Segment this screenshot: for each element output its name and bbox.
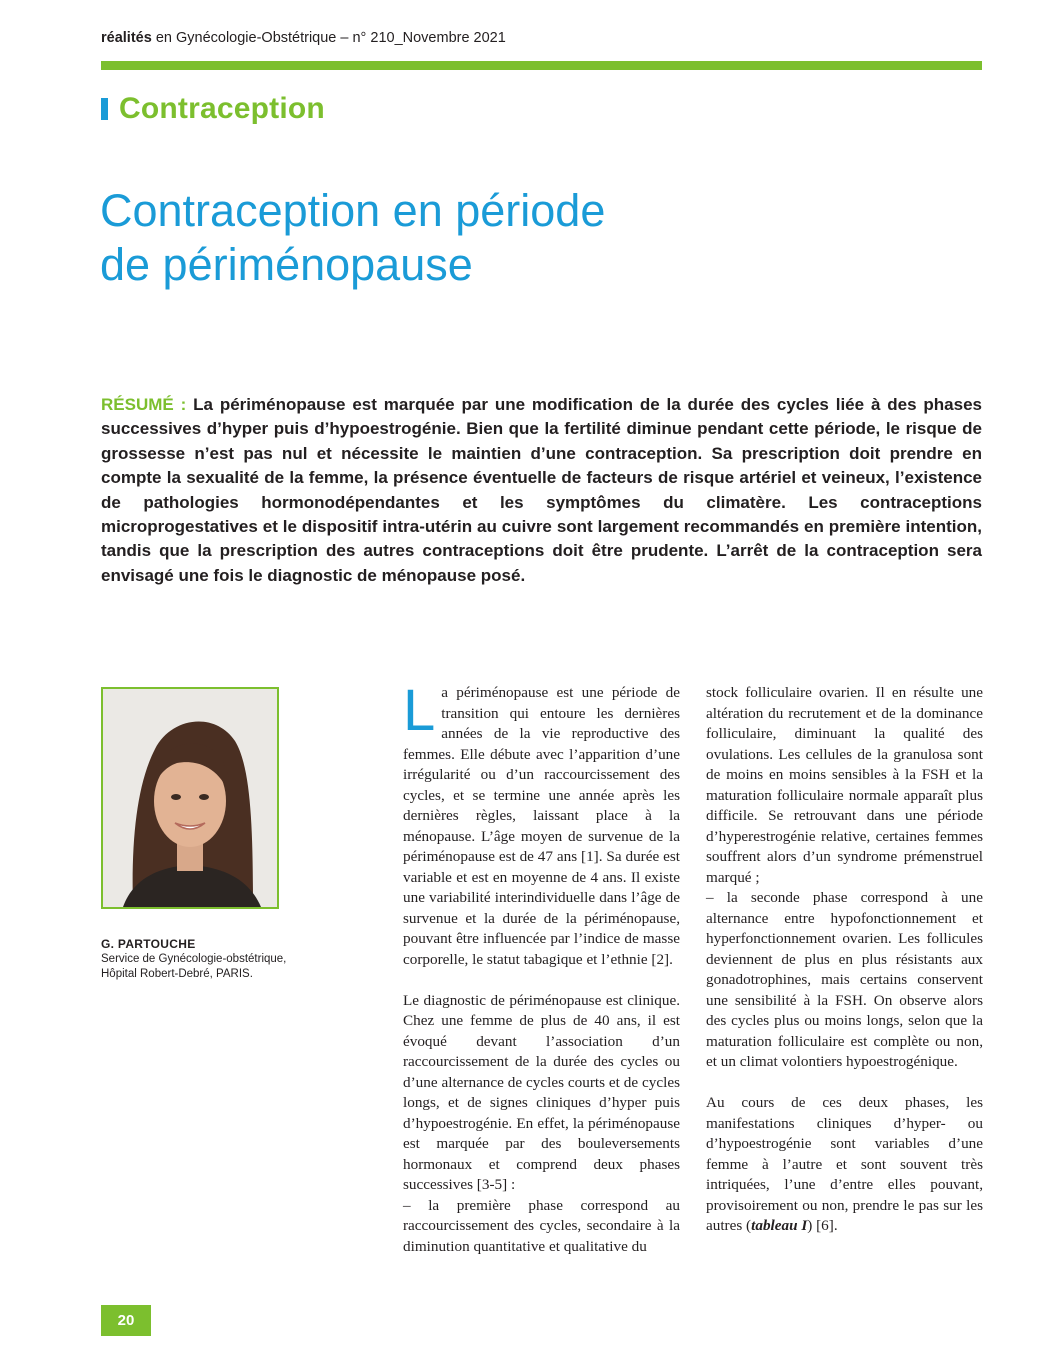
abstract bbox=[101, 393, 982, 588]
p5-start: Au cours de ces deux phases, les manifestations cliniques d’hyper- ou d’hypoestrogénie sont variables d’une femme à l’autre et sont souvent très intriquées, l’une d’entre elles pouvant, provisoirement ou non, prendre le pas sur les autres ( bbox=[706, 1094, 983, 1234]
abstract-key: RÉSUMÉ : bbox=[101, 395, 187, 414]
section-heading bbox=[101, 91, 325, 127]
page-number: 20 bbox=[101, 1305, 151, 1336]
author-portrait-illustration bbox=[103, 689, 277, 907]
drop-cap: L bbox=[403, 678, 436, 743]
body-paragraph-1-text: a périménopause est une période de transition qui entoure les dernières années de la vie reproductive des femmes. Elle débute avec l’apparition d’une irrégularité ou d’un raccourcissement des cycles, et se termine une année après les dernières règles, laissant place à la ménopause. L’âge moyen de survenue de la périménopause est de 47 ans [1]. Sa durée est variable et est en moyenne de 4 ans. Il existe une variabilité interindividuelle dans l’âge de survenue et la durée de la périménopause, pouvant être influencée par l’indice de masse corporelle, le statut tabagique et l’ethnie [2]. bbox=[403, 684, 680, 968]
title-line-2: de périménopause bbox=[100, 239, 473, 290]
journal-brand: réalités bbox=[101, 30, 152, 46]
body-paragraph-3: – la première phase correspond au raccourcissement des cycles, secondaire à la diminution quantitative et qualitative du bbox=[403, 1196, 680, 1255]
body-paragraph-1 bbox=[403, 678, 680, 970]
title-line-1: Contraception en période bbox=[100, 185, 606, 236]
author-affiliation-1: Service de Gynécologie-obstétrique, bbox=[101, 953, 287, 965]
p5-end: ) [6]. bbox=[807, 1217, 838, 1234]
journal-header bbox=[101, 30, 506, 46]
body-paragraph-3-continued: stock folliculaire ovarien. Il en résulte une altération du recrutement et de la dominance folliculaire, diminuant la qualité des ovulations. Les cellules de la granulosa sont de moins en moins sensibles à la FSH et la maturation folliculaire normale apparaît plus difficile. Se retrouvant dans une période d’hyperestrogénie relative, certaines femmes souffrent alors d’un syndrome prémenstruel marqué ; bbox=[706, 684, 983, 886]
header-rule bbox=[101, 61, 982, 70]
body-paragraph-5 bbox=[706, 1093, 983, 1237]
author-affiliation-2: Hôpital Robert-Debré, PARIS. bbox=[101, 968, 253, 980]
journal-issue: en Gynécologie-Obstétrique – n° 210_Novembre 2021 bbox=[151, 30, 506, 46]
body-column-2 bbox=[706, 683, 983, 1237]
section-bar bbox=[101, 98, 108, 120]
body-column-1 bbox=[403, 678, 680, 1257]
table-reference-link[interactable]: tableau I bbox=[751, 1217, 808, 1234]
author-info bbox=[101, 937, 331, 982]
article-title bbox=[100, 184, 980, 292]
body-paragraph-4: – la seconde phase correspond à une alternance entre hypofonctionnement et hyperfonctionnement ovarien. Les follicules deviennent de plus en plus résistants aux gonadotrophines, mais certains conservent une sensibilité à la FSH. On observe alors des cycles plus ou moins longs, selon que la maturation folliculaire est complète ou non, et un climat volontiers hypoestrogénique. bbox=[706, 889, 983, 1070]
author-photo bbox=[101, 687, 279, 909]
author-name: G. PARTOUCHE bbox=[101, 937, 196, 951]
section-label: Contraception bbox=[119, 92, 325, 125]
body-paragraph-2: Le diagnostic de périménopause est clinique. Chez une femme de plus de 40 ans, il est évoqué devant l’association d’un raccourcissement de la durée des cycles ou d’une alternance de cycles courts et de cycles longs, et de signes cliniques d’hyper puis d’hypoestrogénie. En effet, la périménopause est marquée par des bouleversements hormonaux et comprend deux phases successives [3-5] : bbox=[403, 991, 680, 1193]
abstract-text: La périménopause est marquée par une modification de la durée des cycles liée à des phases successives d’hyper puis d’hypoestrogénie. Bien que la fertilité diminue pendant cette période, le risque de grossesse n’est pas nul et nécessite le maintien d’une contraception. Sa prescription doit prendre en compte la sexualité de la femme, la présence éventuelle de facteurs de risque artériel et veineux, l’existence de pathologies hormonodépendantes et les symptômes du climatère. Les contraceptions microprogestatives et le dispositif intra-utérin au cuivre sont largement recommandés en première intention, tandis que la prescription des autres contraceptions doit être prudente. L’arrêt de la contraception sera envisagé une fois le diagnostic de ménopause posé. bbox=[101, 395, 982, 585]
